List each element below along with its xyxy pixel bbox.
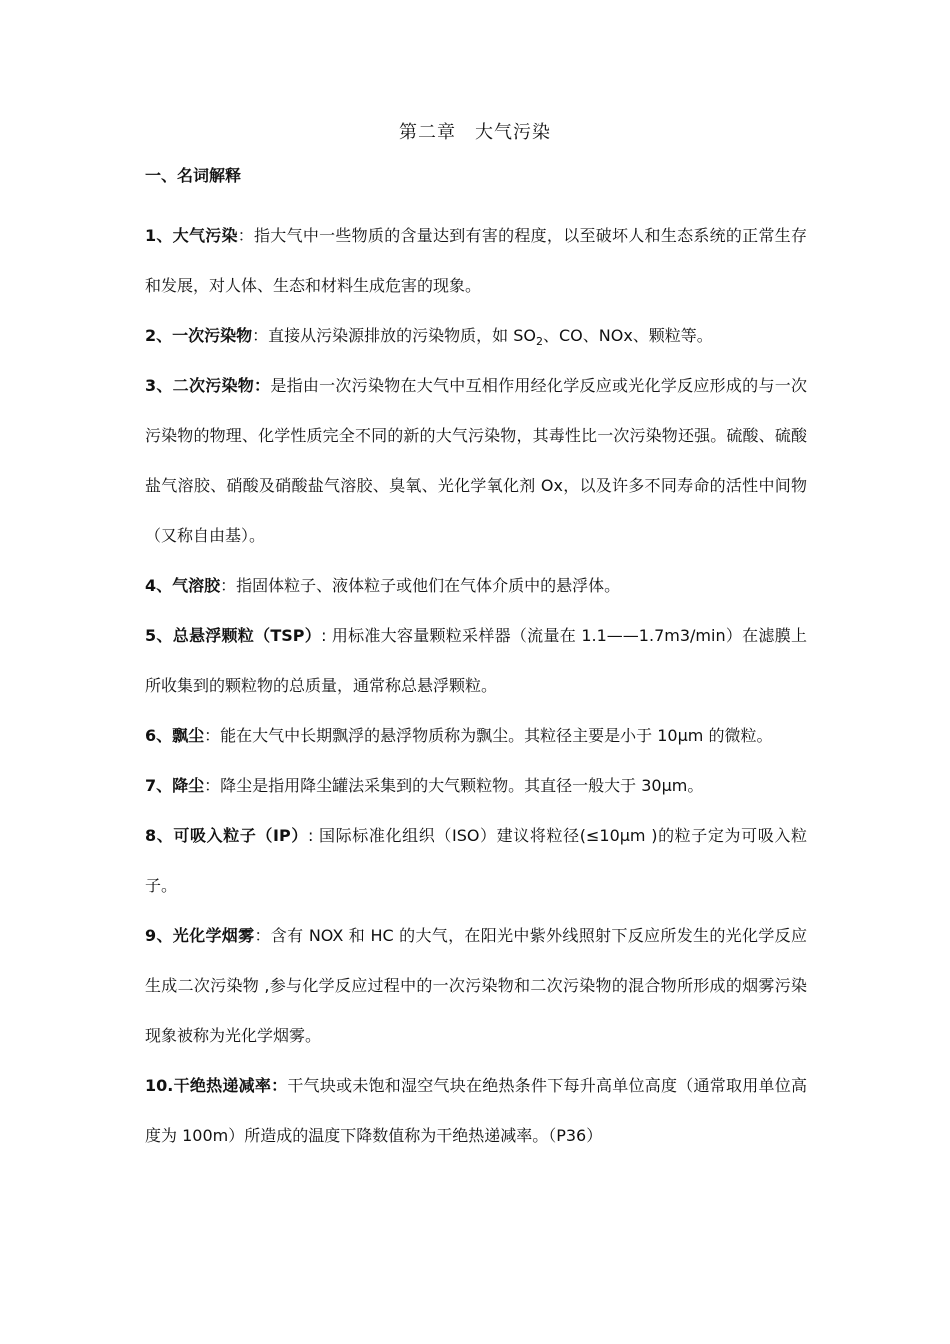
entry-term: 10.干绝热递减率： <box>145 1076 288 1095</box>
entry-definition: : 用标准大容量颗粒采样器（流量在 1.1——1.7m3/min）在滤膜上所收集到的颗粒物的总质量，通常称总悬浮颗粒。 <box>145 626 807 695</box>
definition-entry-9 <box>145 911 807 1061</box>
definition-entry-4 <box>145 561 807 611</box>
entry-definition: : 国际标准化组织（ISO）建议将粒径(≤10μm )的粒子定为可吸入粒子。 <box>145 826 807 895</box>
entry-term: 8、可吸入粒子（IP） <box>145 826 308 845</box>
entry-term: 6、飘尘 <box>145 726 205 745</box>
definition-entry-7 <box>145 761 807 811</box>
entry-definition-subscript: 2 <box>535 335 543 349</box>
entry-term: 3、二次污染物： <box>145 376 271 395</box>
entry-term: 9、光化学烟雾 <box>145 926 255 945</box>
entry-definition-tail: 、CO、NOx、颗粒等。 <box>542 326 713 345</box>
entry-term: 1、大气污染 <box>145 226 238 245</box>
definition-entry-1 <box>145 211 807 311</box>
definition-entry-8 <box>145 811 807 911</box>
definition-entry-2 <box>145 311 807 361</box>
definition-entry-10 <box>145 1061 807 1161</box>
entry-definition: ：指固体粒子、液体粒子或他们在气体介质中的悬浮体。 <box>220 576 621 595</box>
entry-term: 2、一次污染物 <box>145 326 253 345</box>
entry-term: 7、降尘 <box>145 776 205 795</box>
entry-definition: 干气块或未饱和湿空气块在绝热条件下每升高单位高度（通常取用单位高度为 100m）所造成的温度下降数值称为干绝热递减率。（P36） <box>145 1076 807 1145</box>
entry-definition: ：含有 NOX 和 HC 的大气，在阳光中紫外线照射下反应所发生的光化学反应生成二次污染物 ,参与化学反应过程中的一次污染物和二次污染物的混合物所形成的烟雾污染现象被称为光化学烟雾。 <box>145 926 807 1045</box>
entry-definition: ：直接从污染源排放的污染物质，如 SO <box>252 326 536 345</box>
entry-definition: ：能在大气中长期飘浮的悬浮物质称为飘尘。其粒径主要是小于 10μm 的微粒。 <box>204 726 773 745</box>
definition-entry-6 <box>145 711 807 761</box>
entry-definition: 是指由一次污染物在大气中互相作用经化学反应或光化学反应形成的与一次污染物的物理、化学性质完全不同的新的大气污染物，其毒性比一次污染物还强。硫酸、硫酸盐气溶胶、硝酸及硝酸盐气溶胶、臭氧、光化学氧化剂 Ox，以及许多不同寿命的活性中间物（又称自由基）。 <box>145 376 807 545</box>
definition-list <box>145 211 807 1161</box>
definition-entry-3 <box>145 361 807 561</box>
entry-term: 5、总悬浮颗粒（TSP） <box>145 626 322 645</box>
section-heading: 一、名词解释 <box>145 166 242 185</box>
entry-definition: ：降尘是指用降尘罐法采集到的大气颗粒物。其直径一般大于 30μm。 <box>204 776 704 795</box>
definition-entry-5 <box>145 611 807 711</box>
chapter-title: 第二章 大气污染 <box>399 122 551 143</box>
entry-definition: ：指大气中一些物质的含量达到有害的程度，以至破坏人和生态系统的正常生存和发展，对人体、生态和材料生成危害的现象。 <box>145 226 807 295</box>
entry-term: 4、气溶胶 <box>145 576 221 595</box>
